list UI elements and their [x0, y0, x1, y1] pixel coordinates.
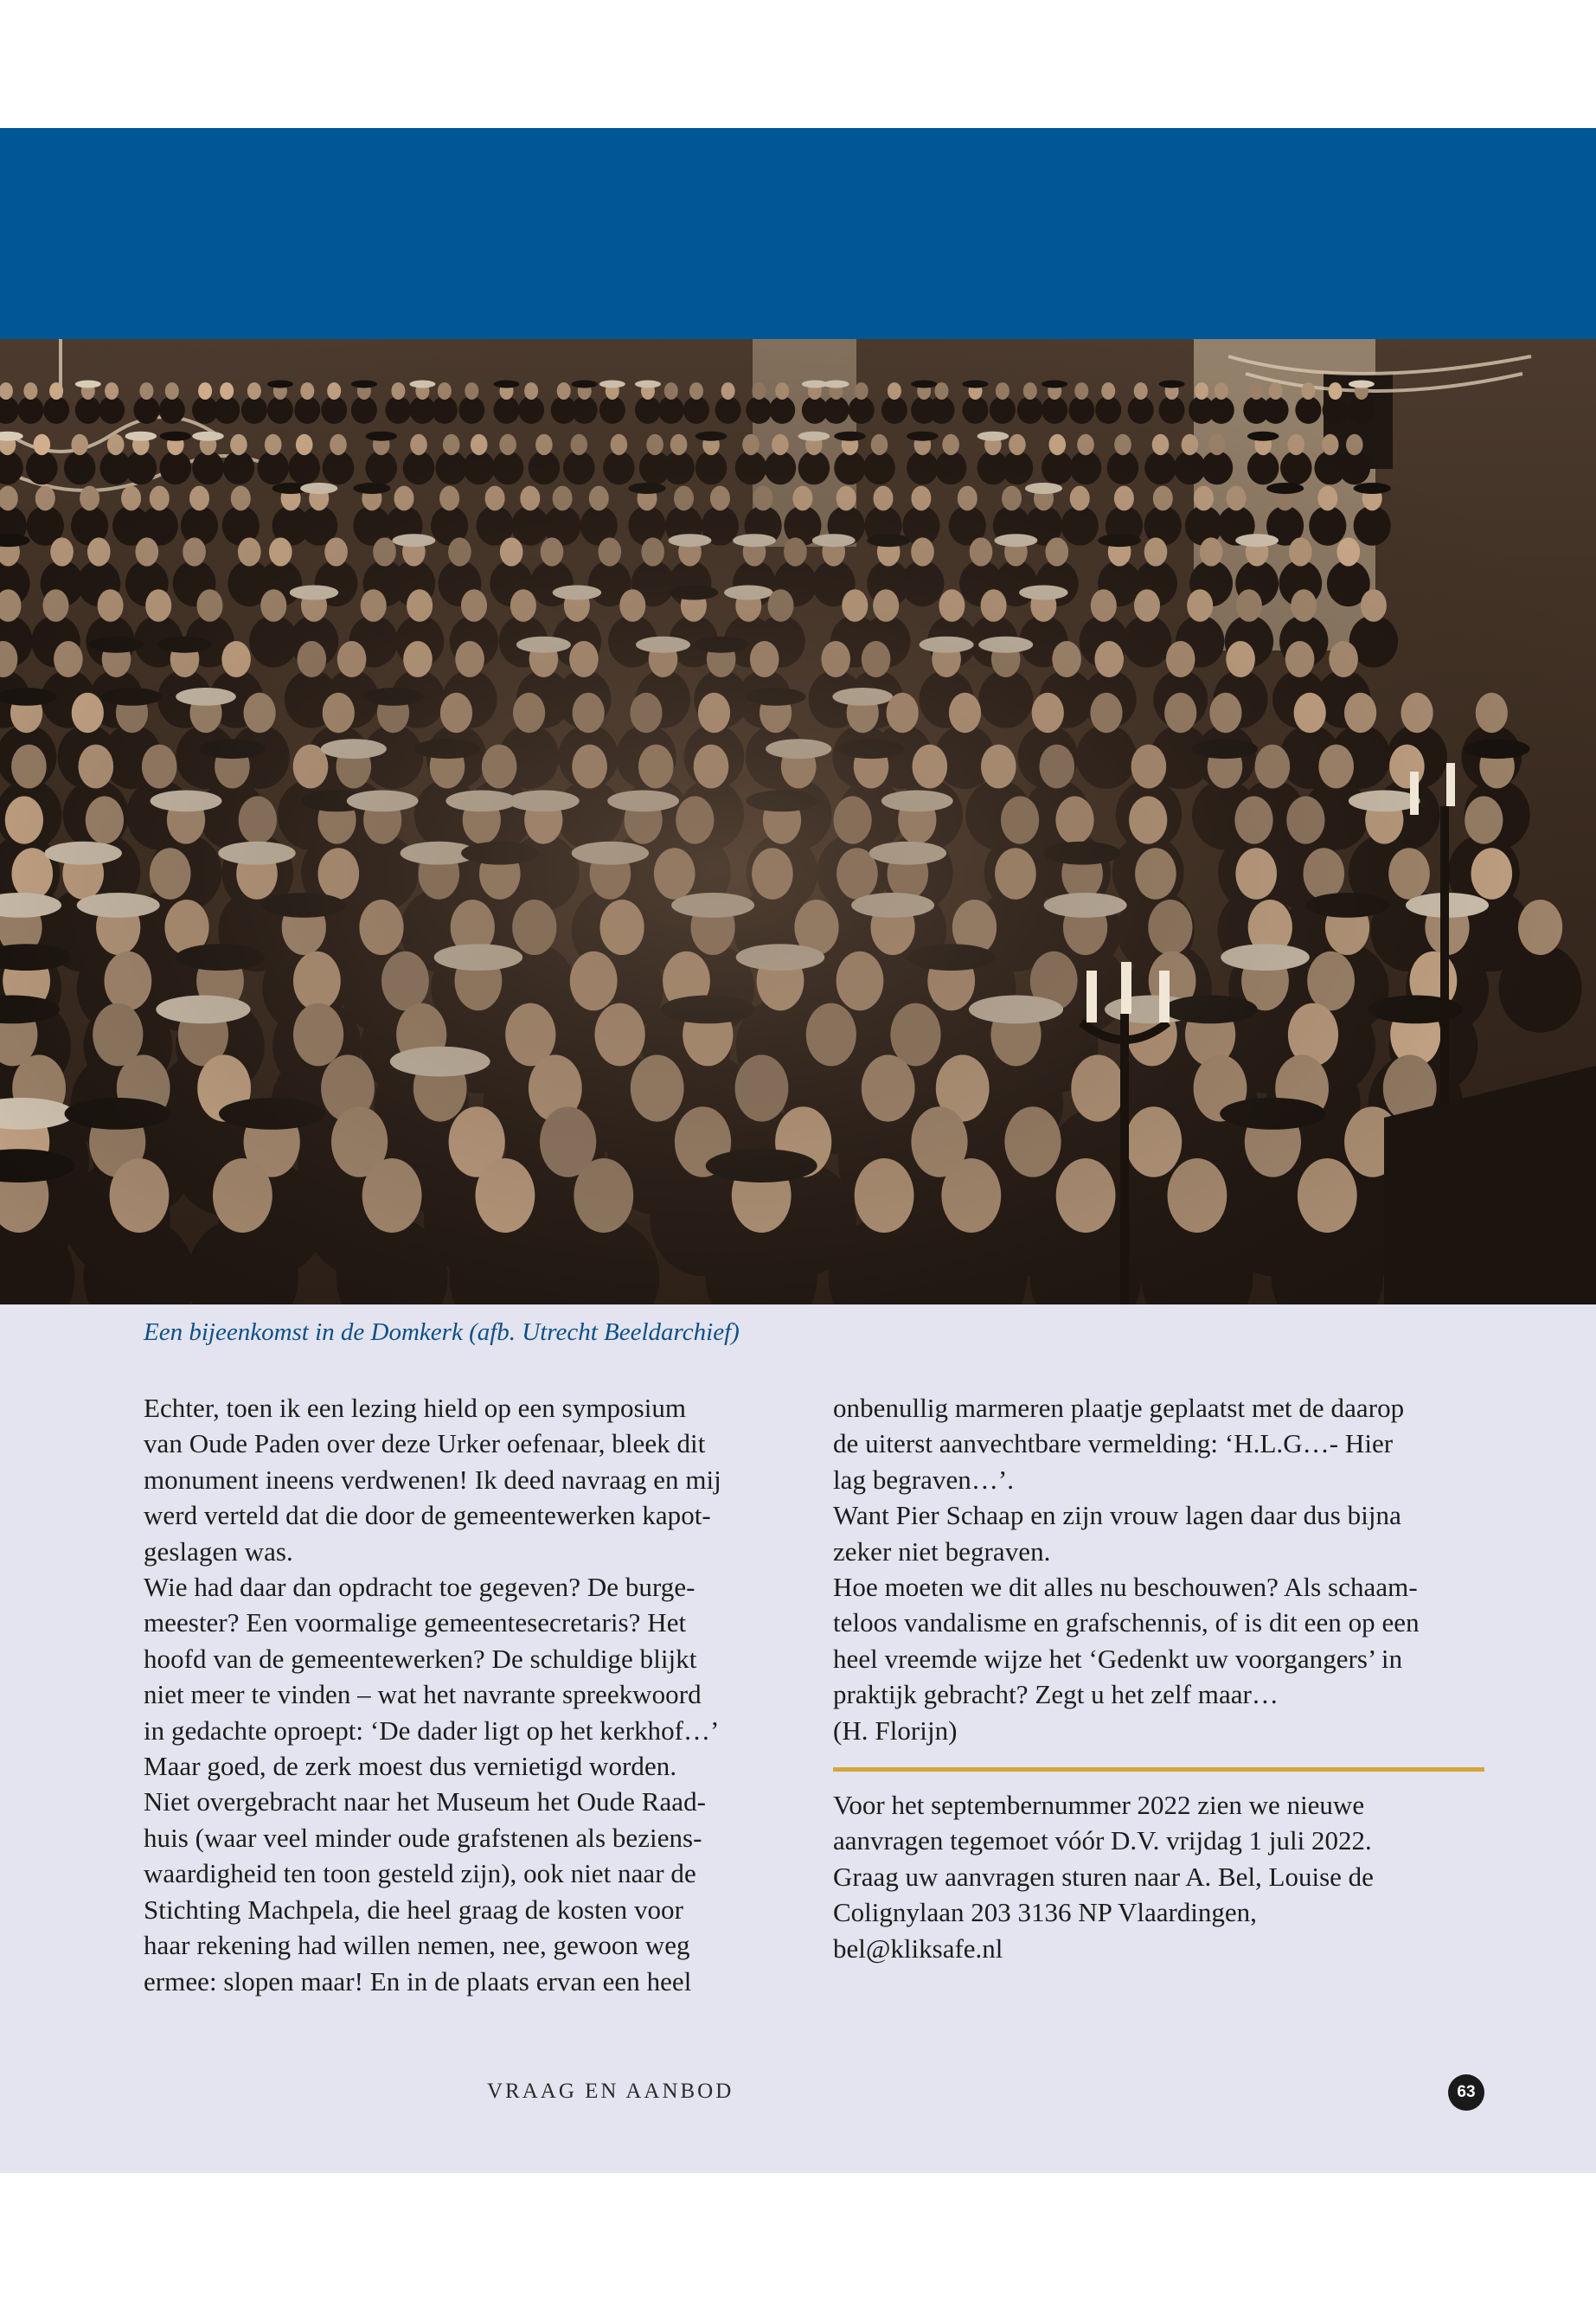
- text-line: praktijk gebracht? Zegt u het zelf maar…: [833, 1679, 1279, 1710]
- text-line: geslagen was.: [144, 1535, 293, 1567]
- text-line: Hoe moeten we dit alles nu beschouwen? Als schaam-: [833, 1572, 1418, 1603]
- photo-caption: Een bijeenkomst in de Domkerk (afb. Utrecht Beeldarchief): [144, 1318, 740, 1346]
- text-line: (H. Florijn): [833, 1715, 958, 1746]
- text-line: werd verteld dat die door de gemeentewerken kapot-: [144, 1500, 711, 1531]
- sepia-photo-illustration: [0, 339, 1596, 1304]
- notice-line: Graag uw aanvragen sturen naar A. Bel, Louise de: [833, 1861, 1374, 1892]
- header-color-band: [0, 128, 1596, 339]
- text-line: niet meer te vinden – wat het navrante spreekwoord: [144, 1679, 702, 1710]
- text-line: Niet overgebracht naar het Museum het Oude Raad-: [144, 1786, 707, 1817]
- text-line: de uiterst aanvechtbare vermelding: ‘H.L.G…- Hier: [833, 1428, 1394, 1459]
- text-line: monument ineens verdwenen! Ik deed navraag en mij: [144, 1464, 721, 1495]
- text-line: van Oude Paden over deze Urker oefenaar, bleek dit: [144, 1428, 706, 1459]
- text-line: waardigheid ten toon gesteld zijn), ook niet naar de: [144, 1858, 696, 1889]
- text-line: ermee: slopen maar! En in de plaats ervan een heel: [144, 1965, 692, 1997]
- text-line: huis (waar veel minder oude grafstenen als beziens-: [144, 1822, 702, 1853]
- text-line: meester? Een voormalige gemeentesecretaris? Het: [144, 1607, 687, 1638]
- text-line: Echter, toen ik een lezing hield op een symposium: [144, 1393, 687, 1423]
- notice-line: bel@kliksafe.nl: [833, 1932, 1003, 1964]
- section-label: VRAAG EN AANBOD: [487, 2080, 734, 2103]
- section-divider: [833, 1767, 1484, 1772]
- text-line: teloos vandalisme en grafschennis, of is dit een op een: [833, 1607, 1420, 1638]
- article-column-right: [833, 1390, 1490, 1748]
- text-line: in gedachte oproept: ‘De dader ligt op het kerkhof…’: [144, 1715, 720, 1746]
- page-number-badge: 63: [1448, 2074, 1484, 2111]
- text-line: heel vreemde wijze het ‘Gedenkt uw voorgangers’ in: [833, 1643, 1403, 1674]
- text-line: Maar goed, de zerk moest dus vernietigd worden.: [144, 1751, 677, 1782]
- text-line: Want Pier Schaap en zijn vrouw lagen daar dus bijna: [833, 1500, 1401, 1531]
- notice-line: Voor het septembernummer 2022 zien we nieuwe: [833, 1790, 1365, 1820]
- text-line: haar rekening had willen nemen, nee, gewoon weg: [144, 1930, 690, 1961]
- text-line: onbenullig marmeren plaatje geplaatst met de daarop: [833, 1393, 1405, 1423]
- church-gathering-photo: [0, 339, 1596, 1304]
- text-line: Wie had daar dan opdracht toe gegeven? De burge-: [144, 1572, 695, 1603]
- text-line: lag begraven…’.: [833, 1464, 1015, 1495]
- notice-line: Colignylaan 203 3136 NP Vlaardingen,: [833, 1897, 1257, 1928]
- text-line: Stichting Machpela, die heel graag de kosten voor: [144, 1894, 683, 1925]
- submission-notice: [833, 1787, 1490, 1966]
- text-line: hoofd van de gemeentewerken? De schuldige blijkt: [144, 1643, 697, 1674]
- text-line: zeker niet begraven.: [833, 1535, 1051, 1567]
- notice-line: aanvragen tegemoet vóór D.V. vrijdag 1 juli 2022.: [833, 1825, 1372, 1856]
- article-column-left: [144, 1390, 792, 1999]
